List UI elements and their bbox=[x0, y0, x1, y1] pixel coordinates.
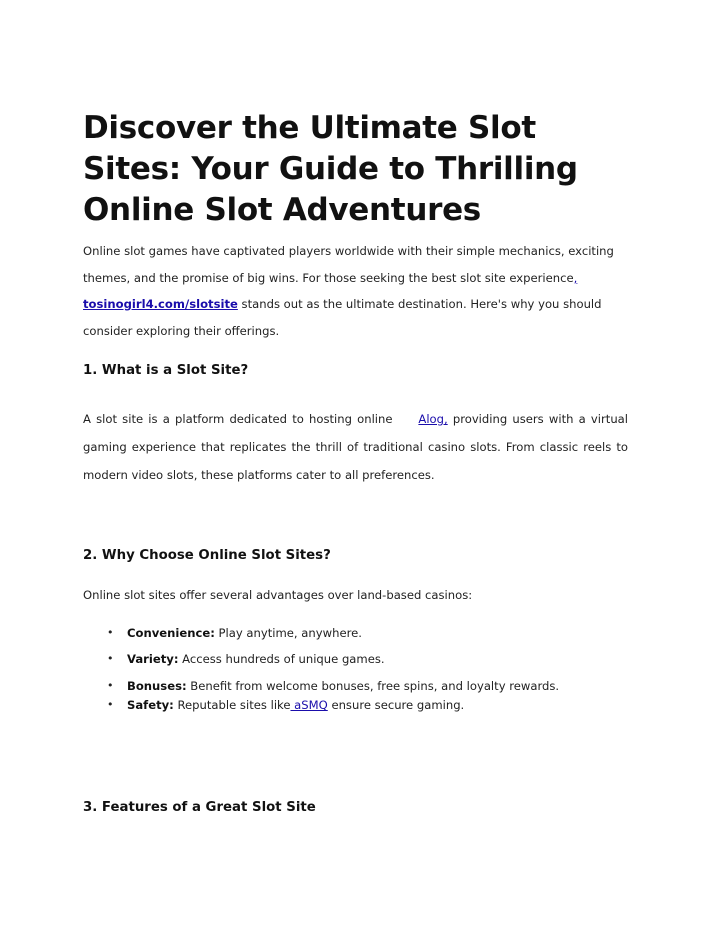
bullet-label: Bonuses: bbox=[127, 679, 187, 693]
bullet-label: Safety: bbox=[127, 698, 174, 712]
bullet-label: Convenience: bbox=[127, 626, 215, 640]
bullet-text: Reputable sites like bbox=[173, 698, 291, 712]
bullet-icon: • bbox=[107, 652, 114, 665]
bullet-text: Benefit from welcome bonuses, free spins, and loyalty rewards. bbox=[186, 679, 560, 693]
intro-text-before: Online slot games have captivated players worldwide with their simple mechanics, exciting themes, and the promise of big wins. For those seeking the best slot site experience bbox=[83, 244, 614, 285]
bullet-text-after: ensure secure gaming. bbox=[327, 698, 465, 712]
section1-text-before: A slot site is a platform dedicated to hosting online bbox=[83, 412, 393, 426]
section-heading-features: 3. Features of a Great Slot Site bbox=[83, 800, 316, 815]
page-title: Discover the Ultimate Slot Sites: Your Guide to Thrilling Online Slot Adventures bbox=[83, 110, 578, 228]
section-heading-why-choose: 2. Why Choose Online Slot Sites? bbox=[83, 548, 331, 563]
intro-paragraph bbox=[83, 238, 628, 344]
section-heading-what-is: 1. What is a Slot Site? bbox=[83, 363, 249, 378]
bullet-label: Variety: bbox=[127, 652, 179, 666]
bullet-icon: • bbox=[107, 626, 114, 639]
slotsite-link[interactable]: tosinogirl4.com/slotsite bbox=[83, 297, 238, 311]
bullet-icon: • bbox=[107, 679, 114, 692]
section1-paragraph bbox=[83, 405, 628, 489]
bullet-text: Access hundreds of unique games. bbox=[178, 652, 385, 666]
bullet-text: Play anytime, anywhere. bbox=[214, 626, 362, 640]
intro-text-after: stands out as the ultimate destination. Here's why you should consider exploring their offerings. bbox=[83, 297, 602, 338]
section2-lead: Online slot sites offer several advantages over land-based casinos: bbox=[83, 588, 473, 602]
bullet-icon: • bbox=[107, 698, 114, 711]
asmq-link[interactable]: aSMQ bbox=[290, 698, 328, 712]
section1-text-after: providing users with a virtual gaming experience that replicates the thrill of traditional casino slots. From classic reels to modern video slots, these platforms cater to all preferences. bbox=[83, 412, 628, 482]
alog-link[interactable]: Alog, bbox=[418, 412, 448, 426]
intro-link-comma[interactable]: , bbox=[573, 270, 578, 285]
